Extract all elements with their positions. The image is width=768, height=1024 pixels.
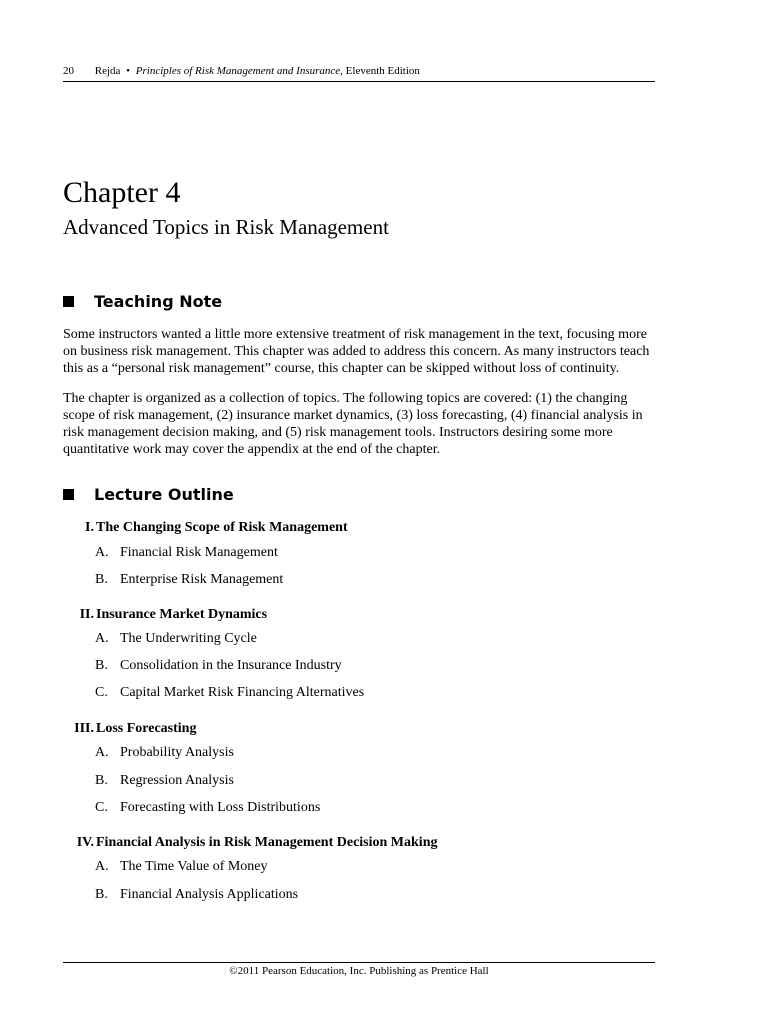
outline-item-text: Capital Market Risk Financing Alternatives: [120, 685, 365, 700]
outline-item: [95, 657, 342, 675]
outline-item-letter: B.: [95, 572, 108, 587]
teaching-note-paragraph-1: [63, 326, 663, 377]
square-bullet-icon: [63, 489, 74, 500]
paragraph-line: quantitative work may cover the appendix at the end of the chapter.: [63, 442, 441, 457]
outline-item-letter: C.: [95, 800, 108, 815]
footer-rule: [63, 962, 655, 963]
paragraph-line: The chapter is organized as a collection of topics. The following topics are covered: (1) the changing: [63, 391, 628, 406]
teaching-note-heading-text: Teaching Note: [94, 292, 223, 311]
outline-item: [95, 630, 257, 648]
copyright-footer: ©2011 Pearson Education, Inc. Publishing as Prentice Hall: [229, 965, 489, 977]
outline-section-title: Insurance Market Dynamics: [96, 607, 268, 622]
outline-section-title: Financial Analysis in Risk Management Decision Making: [96, 835, 438, 850]
outline-numeral: IV.: [76, 835, 94, 850]
paragraph-line: this as a “personal risk management” course, this chapter can be skipped without loss of continuity.: [63, 361, 620, 376]
chapter-number: Chapter 4: [63, 176, 181, 209]
paragraph-line: Some instructors wanted a little more extensive treatment of risk management in the text, focusing more: [63, 327, 647, 342]
outline-item-text: Regression Analysis: [120, 773, 234, 788]
outline-item-letter: C.: [95, 685, 108, 700]
header-separator: •: [126, 65, 131, 77]
outline-item-text: The Underwriting Cycle: [120, 631, 257, 646]
outline-item-letter: A.: [95, 745, 109, 760]
outline-item-text: Enterprise Risk Management: [120, 572, 284, 587]
outline-item-text: Forecasting with Loss Distributions: [120, 800, 321, 815]
outline-item-text: Consolidation in the Insurance Industry: [120, 658, 342, 673]
outline-item-letter: A.: [95, 631, 109, 646]
outline-numeral: I.: [85, 520, 94, 535]
square-bullet-icon: [63, 296, 74, 307]
lecture-outline-heading-text: Lecture Outline: [94, 485, 234, 504]
outline-item-text: Probability Analysis: [120, 745, 234, 760]
outline-numeral: II.: [79, 607, 94, 622]
chapter-title: Advanced Topics in Risk Management: [63, 215, 389, 239]
outline-numeral: III.: [74, 721, 94, 736]
header-book-title: Principles of Risk Management and Insurance,: [135, 65, 343, 77]
outline-item-text: Financial Analysis Applications: [120, 887, 299, 902]
header-edition: Eleventh Edition: [345, 65, 420, 77]
outline-section-heading: [63, 834, 437, 852]
outline-item-letter: A.: [95, 859, 109, 874]
outline-item: [95, 799, 320, 817]
outline-item: [95, 886, 298, 904]
header-author: Rejda: [94, 65, 121, 77]
running-header: [63, 64, 655, 78]
paragraph-line: scope of risk management, (2) insurance market dynamics, (3) loss forecasting, (4) financial analysis in: [63, 408, 643, 423]
outline-item-letter: A.: [95, 545, 109, 560]
outline-item-letter: B.: [95, 773, 108, 788]
outline-item: [95, 858, 268, 876]
lecture-outline-heading: [63, 485, 234, 505]
teaching-note-paragraph-2: [63, 390, 663, 458]
outline-section-title: Loss Forecasting: [96, 721, 197, 736]
outline-item: [95, 744, 234, 762]
outline-section-title: The Changing Scope of Risk Management: [96, 520, 348, 535]
outline-item-letter: B.: [95, 658, 108, 673]
header-rule: [63, 81, 655, 82]
outline-section-heading: [63, 606, 267, 624]
outline-item: [95, 772, 234, 790]
page-number: 20: [63, 65, 74, 77]
outline-item-text: The Time Value of Money: [120, 859, 268, 874]
outline-section-heading: [63, 519, 348, 537]
outline-item-letter: B.: [95, 887, 108, 902]
outline-section-heading: [63, 720, 196, 738]
teaching-note-heading: [63, 292, 222, 312]
paragraph-line: on business risk management. This chapter was added to address this concern. As many instructors teach: [63, 344, 650, 359]
outline-item-text: Financial Risk Management: [120, 545, 278, 560]
outline-item: [95, 684, 364, 702]
outline-item: [95, 544, 278, 562]
outline-item: [95, 571, 283, 589]
paragraph-line: risk management decision making, and (5) risk management tools. Instructors desiring some more: [63, 425, 613, 440]
